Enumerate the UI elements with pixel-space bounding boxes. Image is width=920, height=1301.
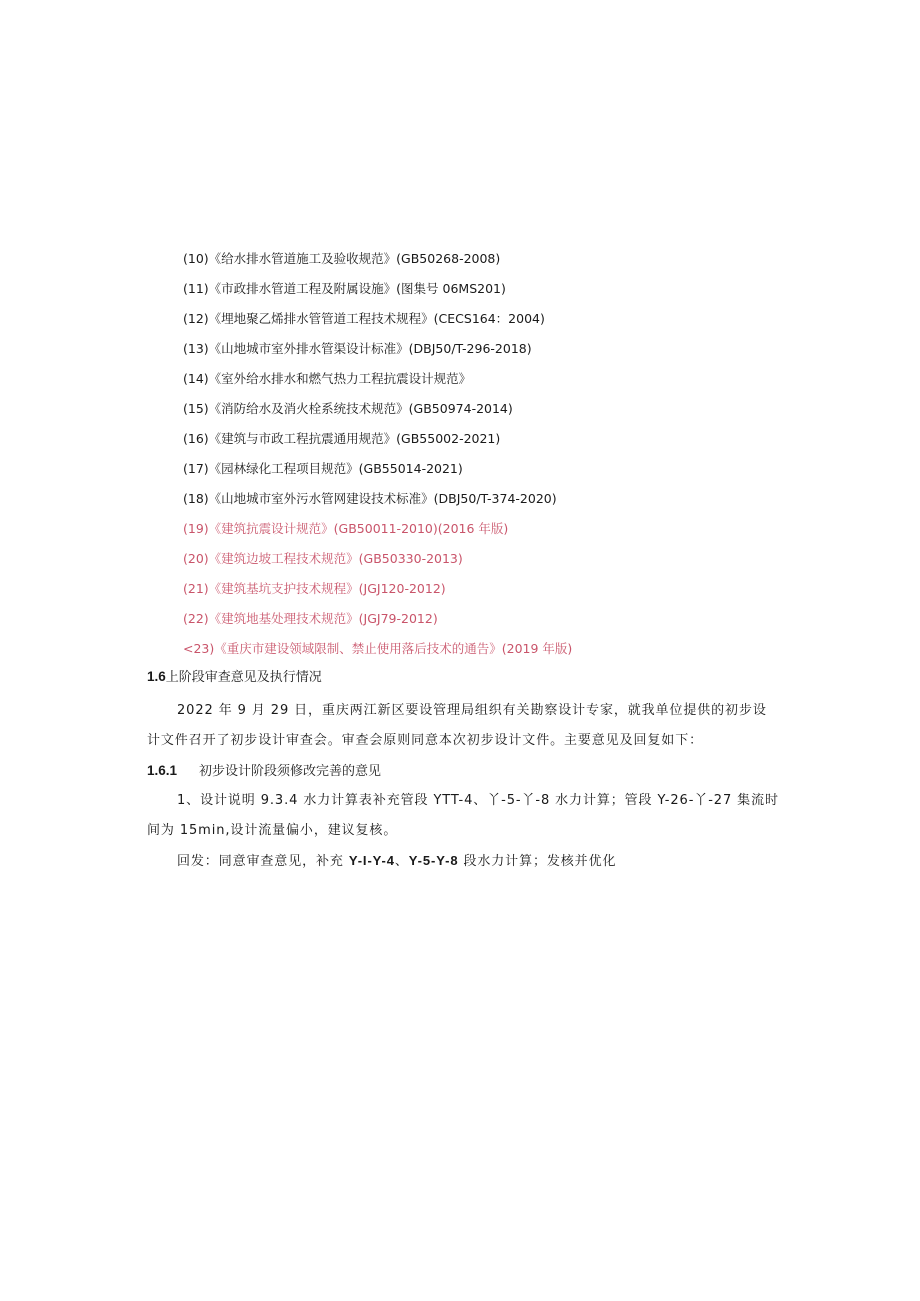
reference-item: (21)《建筑基坑支护技术规程》(JGJ120-2012) — [183, 581, 446, 596]
opinion-line2: 间为 15min,设计流量偏小，建议复核。 — [147, 823, 398, 838]
reference-item: (20)《建筑边坡工程技术规范》(GB50330-2013) — [183, 551, 463, 566]
reply-segment-2: Y-5-Y-8 — [408, 853, 459, 868]
reference-item: (22)《建筑地基处理技术规范》(JGJ79-2012) — [183, 611, 438, 626]
section-heading — [147, 666, 787, 696]
subsection-heading — [147, 756, 787, 786]
intro-paragraph-line1: 2022 年 9 月 29 日，重庆两江新区要设管理局组织有关勘察设计专家，就我单位提供的初步设 — [177, 703, 767, 718]
reference-item: (14)《室外给水排水和燃气热力工程抗震设计规范》 — [183, 371, 472, 386]
subsection-title: 初步设计阶段须修改完善的意见 — [199, 764, 382, 779]
reference-item: <23)《重庆市建设领域限制、禁止使用落后技术的通告》(2019 年版) — [183, 641, 573, 656]
reply-separator: 、 — [394, 854, 409, 869]
reference-item: (12)《埋地聚乙烯排水管管道工程技术规程》(CECS164：2004) — [183, 311, 545, 326]
intro-paragraph-line2: 计文件召开了初步设计审查会。审查会原则同意本次初步设计文件。主要意见及回复如下： — [147, 733, 704, 748]
reply-paragraph — [147, 846, 787, 877]
reference-item: (18)《山地城市室外污水管网建设技术标准》(DBJ50/T-374-2020) — [183, 491, 557, 506]
reference-item: (13)《山地城市室外排水管渠设计标准》(DBJ50/T-296-2018) — [183, 341, 532, 356]
reference-item: (17)《园林绿化工程项目规范》(GB55014-2021) — [183, 461, 463, 476]
opinion-line1: 1、设计说明 9.3.4 水力计算表补充管段 YTT-4、丫-5-丫-8 水力计算；管段 Y-26-丫-27 集流时 — [177, 793, 779, 808]
reply-prefix: 回发：同意审查意见，补充 — [177, 854, 349, 869]
reply-suffix: 段水力计算；发核并优化 — [458, 854, 617, 869]
reference-item: (19)《建筑抗震设计规范》(GB50011-2010)(2016 年版) — [183, 521, 509, 536]
review-section — [147, 666, 787, 877]
reference-item: (15)《消防给水及消火栓系统技术规范》(GB50974-2014) — [183, 401, 513, 416]
section-title: 上阶段审查意见及执行情况 — [165, 670, 322, 685]
reference-item: (16)《建筑与市政工程抗震通用规范》(GB55002-2021) — [183, 431, 501, 446]
reference-item: (10)《给水排水管道施工及验收规范》(GB50268-2008) — [183, 251, 501, 266]
reply-segment-1: Y-I-Y-4 — [348, 853, 395, 868]
section-number: 1.6 — [147, 669, 166, 684]
reference-list — [183, 248, 803, 668]
subsection-number: 1.6.1 — [147, 763, 178, 778]
reference-item: (11)《市政排水管道工程及附属设施》(图集号 06MS201) — [183, 281, 506, 296]
